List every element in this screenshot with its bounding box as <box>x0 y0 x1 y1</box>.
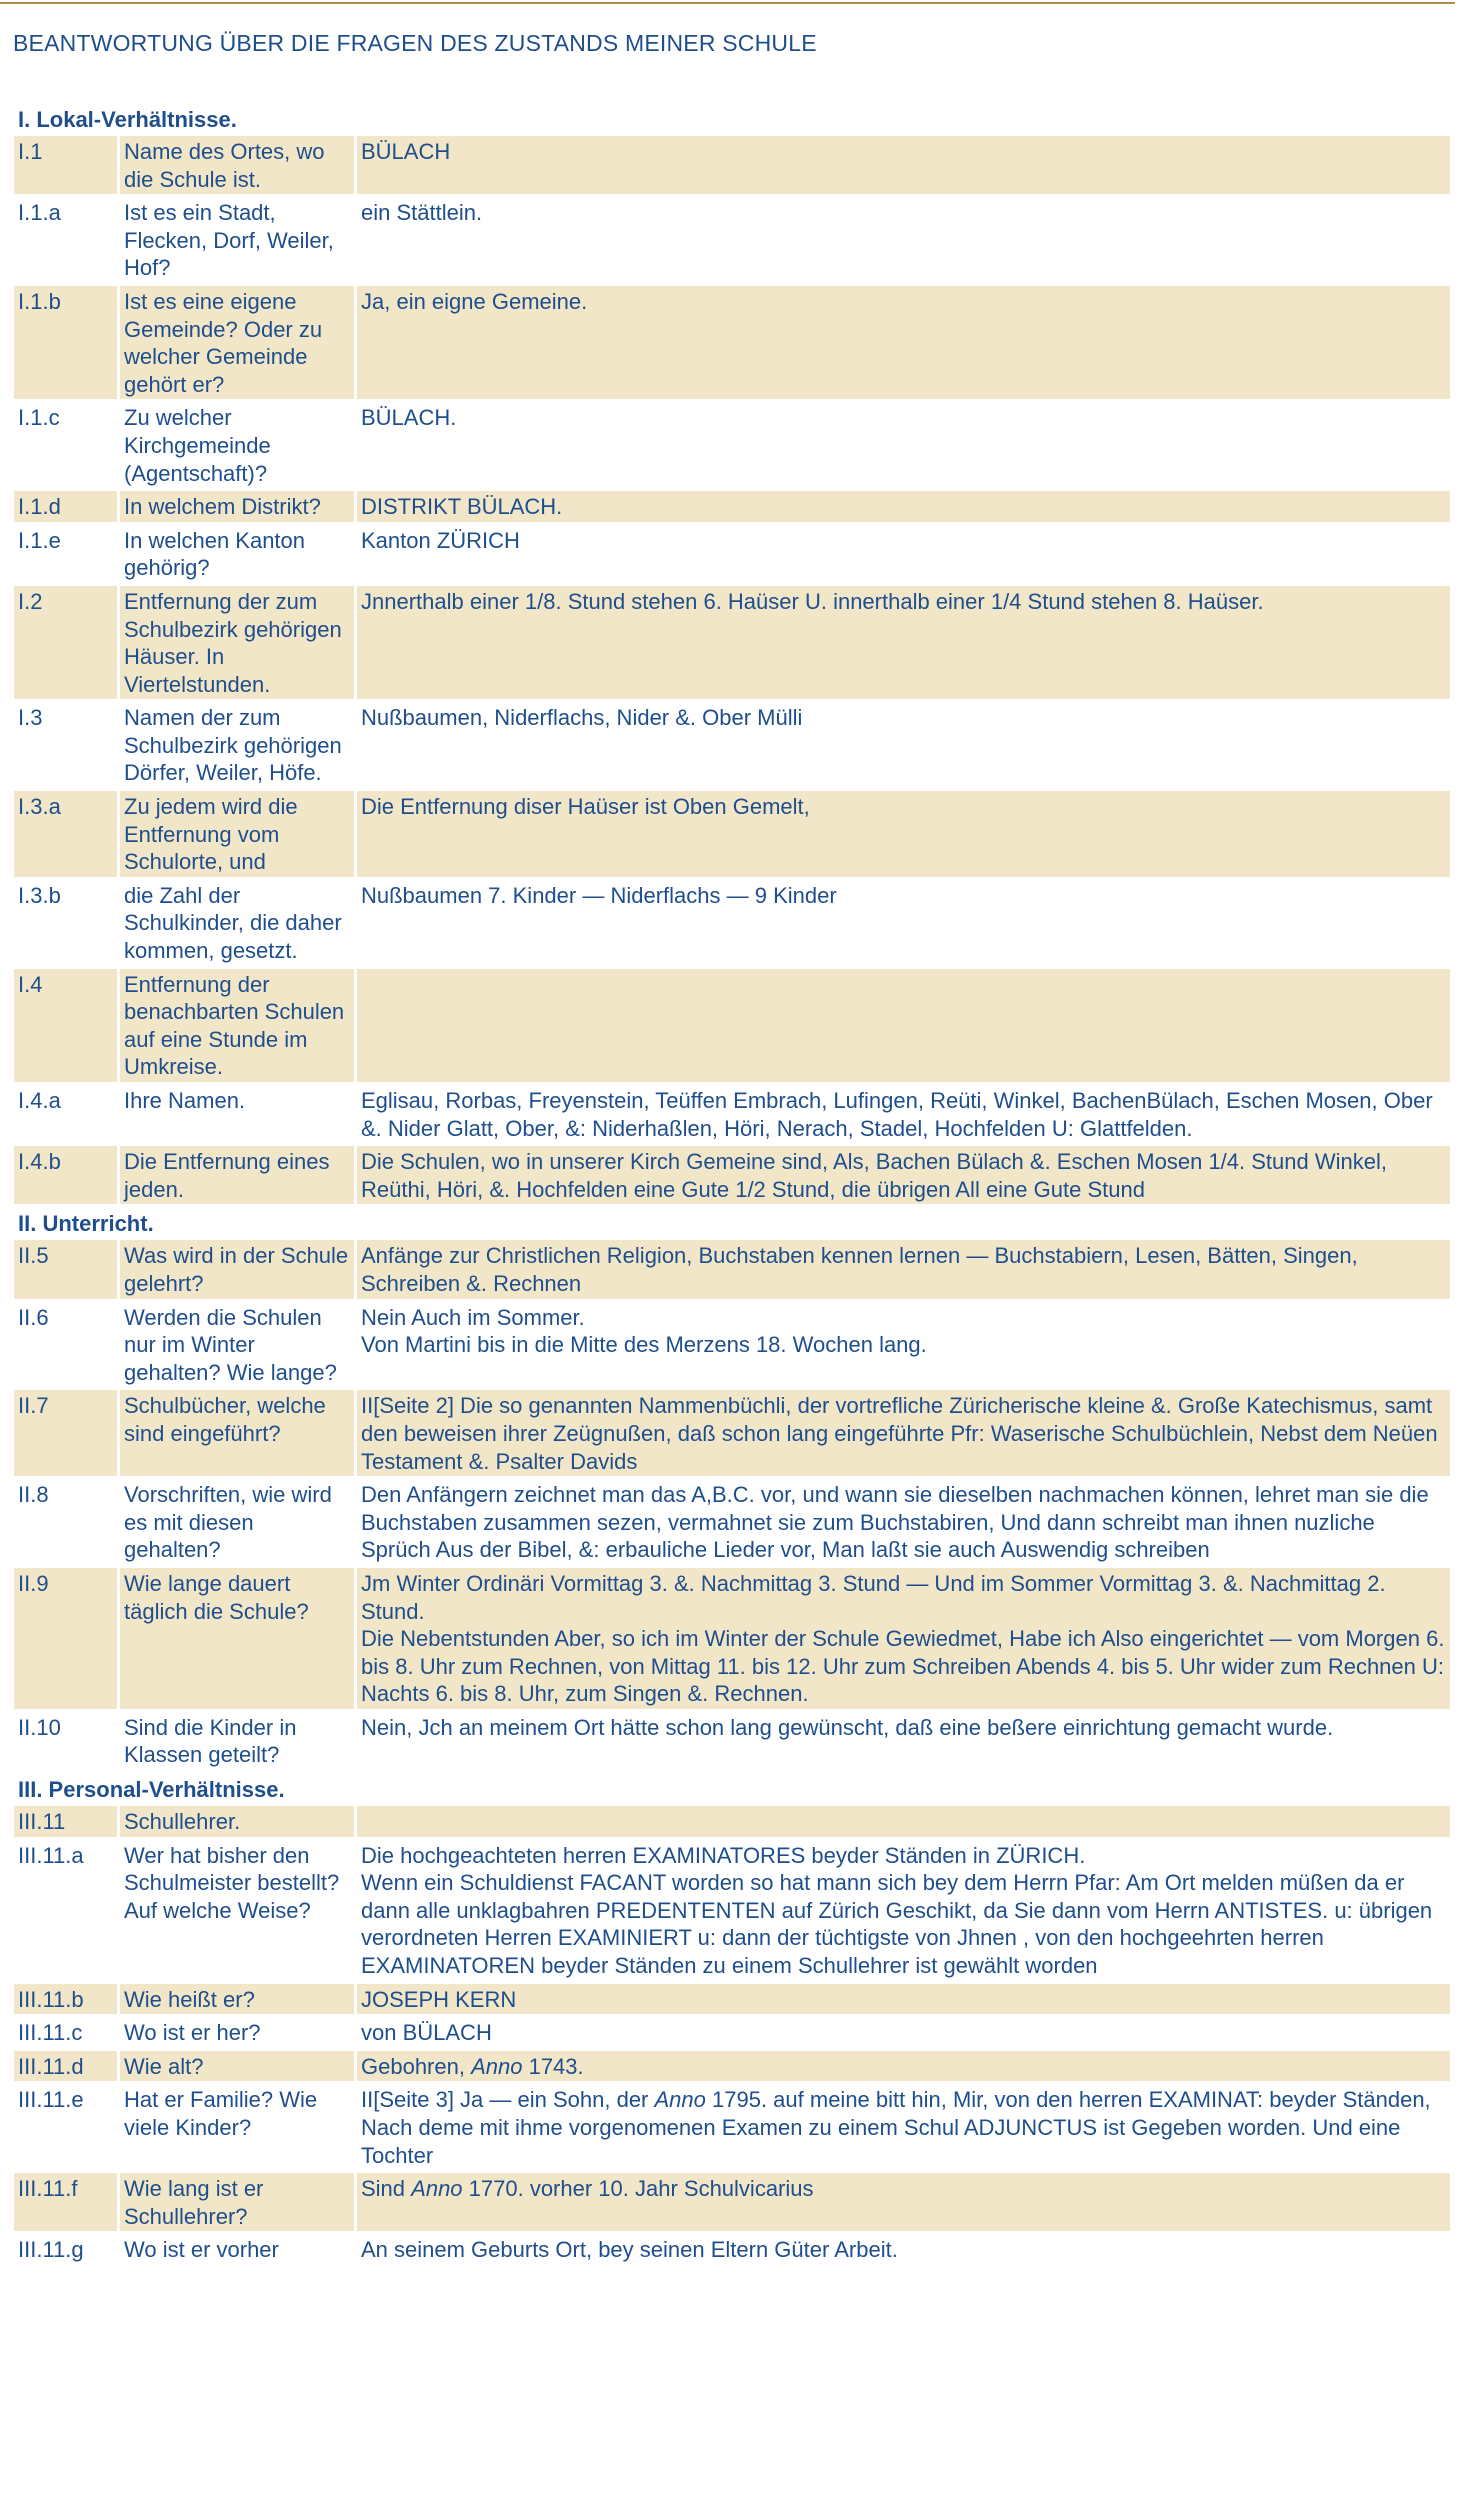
question-row <box>14 2051 1450 2085</box>
question-text: Ist es ein Stadt, Flecken, Dorf, Weiler, Hof? <box>120 197 357 283</box>
question-row <box>14 880 1450 969</box>
question-row <box>14 1302 1450 1391</box>
question-text: Die Entfernung eines jeden. <box>120 1146 357 1204</box>
question-text: Ist es eine eigene Gemeinde? Oder zu welcher Gemeinde gehört er? <box>120 286 357 399</box>
question-row <box>14 1146 1450 1207</box>
answer-text <box>357 1840 1450 1981</box>
question-number: II.10 <box>14 1712 120 1770</box>
answer-line: Eglisau, Rorbas, Freyenstein, Teüffen Embrach, Lufingen, Reüti, Winkel, BachenBülach, Eschen Mosen, Ober &. Nider Glatt, Ober, &: Niderhaßlen, Höri, Nerach, Stadel, Hochfelden U: Glattfelden. <box>361 1088 1433 1141</box>
question-row <box>14 2234 1450 2268</box>
answer-text <box>357 1085 1450 1143</box>
answer-line: Gebohren, Anno 1743. <box>361 2053 584 2079</box>
question-number: I.1.b <box>14 286 120 399</box>
question-text: Entfernung der benachbarten Schulen auf eine Stunde im Umkreise. <box>120 969 357 1082</box>
question-text: Schullehrer. <box>120 1806 357 1837</box>
question-row <box>14 586 1450 702</box>
questionnaire-content <box>14 103 1450 2268</box>
question-number: I.3.a <box>14 791 120 877</box>
answer-text <box>357 880 1450 966</box>
question-number: I.1.a <box>14 197 120 283</box>
question-number: I.1.d <box>14 491 120 522</box>
answer-text <box>357 1479 1450 1565</box>
answer-text <box>357 1568 1450 1709</box>
answer-line: Ja, ein eigne Gemeine. <box>361 288 588 314</box>
section-heading: II. Unterricht. <box>18 1211 154 1237</box>
answer-line: Jm Winter Ordinäri Vormittag 3. &. Nachmittag 3. Stund — Und im Sommer Vormittag 3. &. Nachmittag 2. Stund. <box>361 1570 1386 1624</box>
answer-line: Wenn ein Schuldienst FACANT worden so hat mann sich bey dem Herrn Pfar: Am Ort melden müßen da er dann alle unklagbahren PREDENTENTEN auf Zürich Geschikt, da Sie dann vom Herrn ANTISTES. u: übrigen verordneten Herren EXAMINIERT u: dann der tüchtigste von Jhnen , von den hochgeehrten herren EXAMINATOREN beyder Ständen zu einem Schullehrer ist gewählt worden <box>361 1870 1433 1979</box>
answer-text <box>357 969 1450 1082</box>
question-number: III.11.d <box>14 2051 120 2082</box>
question-text: die Zahl der Schulkinder, die daher kommen, gesetzt. <box>120 880 357 966</box>
question-number: I.4.b <box>14 1146 120 1204</box>
question-text: Zu jedem wird die Entfernung vom Schulorte, und <box>120 791 357 877</box>
answer-line: Die hochgeachteten herren EXAMINATORES beyder Ständen in ZÜRICH. <box>361 1842 1086 1868</box>
answer-text <box>357 1984 1450 2015</box>
question-number: II.8 <box>14 1479 120 1565</box>
answer-line: ein Stättlein. <box>361 200 483 226</box>
answer-line: DISTRIKT BÜLACH. <box>361 494 563 520</box>
question-text: Wie lang ist er Schullehrer? <box>120 2173 357 2231</box>
question-number: I.3.b <box>14 880 120 966</box>
question-number: III.11.b <box>14 1984 120 2015</box>
answer-text <box>357 2017 1450 2048</box>
question-number: II.7 <box>14 1390 120 1476</box>
top-divider <box>0 2 1455 4</box>
answer-text <box>357 136 1450 194</box>
question-text: Wer hat bisher den Schulmeister bestellt? Auf welche Weise? <box>120 1840 357 1981</box>
question-row <box>14 2017 1450 2051</box>
question-text: Name des Ortes, wo die Schule ist. <box>120 136 357 194</box>
section-heading: I. Lokal-Verhältnisse. <box>18 107 237 132</box>
question-text: Werden die Schulen nur im Winter gehalten? Wie lange? <box>120 1302 357 1388</box>
answer-line: BÜLACH <box>361 139 451 164</box>
question-row <box>14 1984 1450 2018</box>
answer-line: BÜLACH. <box>361 405 457 431</box>
answer-text <box>357 2234 1450 2265</box>
question-number: I.1.c <box>14 402 120 488</box>
question-row <box>14 1390 1450 1479</box>
answer-line: Sind Anno 1770. vorher 10. Jahr Schulvicarius <box>361 2176 814 2202</box>
answer-text <box>357 1712 1450 1770</box>
answer-line: Jnnerthalb einer 1/8. Stund stehen 6. Haüser U. innerthalb einer 1/4 Stund stehen 8. Haüser. <box>361 588 1264 614</box>
answer-italic: Anno <box>471 2053 523 2079</box>
answer-line: Nein Auch im Sommer. <box>361 1304 585 1330</box>
answer-line: Nußbaumen 7. Kinder — Niderflachs — 9 Kinder <box>361 882 837 908</box>
question-number: II.6 <box>14 1302 120 1388</box>
answer-line: An seinem Geburts Ort, bey seinen Eltern Güter Arbeit. <box>361 2237 898 2263</box>
question-row <box>14 1085 1450 1146</box>
answer-line: Anfänge zur Christlichen Religion, Buchstaben kennen lernen — Buchstabiern, Lesen, Bätten, Singen, Schreiben &. Rechnen <box>361 1243 1358 1296</box>
question-row <box>14 197 1450 286</box>
question-text: Vorschriften, wie wird es mit diesen gehalten? <box>120 1479 357 1565</box>
question-row <box>14 702 1450 791</box>
question-row <box>14 491 1450 525</box>
question-text: Entfernung der zum Schulbezirk gehörigen Häuser. In Viertelstunden. <box>120 586 357 699</box>
question-text: Schulbücher, welche sind eingeführt? <box>120 1390 357 1476</box>
question-row <box>14 1240 1450 1301</box>
question-row <box>14 2084 1450 2173</box>
question-number: III.11.a <box>14 1840 120 1981</box>
question-row <box>14 525 1450 586</box>
question-number: III.11.c <box>14 2017 120 2048</box>
question-number: I.4 <box>14 969 120 1082</box>
question-text: Ihre Namen. <box>120 1085 357 1143</box>
answer-text <box>357 1302 1450 1388</box>
page-title: BEANTWORTUNG ÜBER DIE FRAGEN DES ZUSTANDS MEINER SCHULE <box>13 30 817 56</box>
answer-text <box>357 491 1450 522</box>
question-number: III.11.f <box>14 2173 120 2231</box>
question-number: I.1.e <box>14 525 120 583</box>
question-number: III.11.e <box>14 2084 120 2170</box>
question-text: Namen der zum Schulbezirk gehörigen Dörfer, Weiler, Höfe. <box>120 702 357 788</box>
question-text: Wo ist er vorher <box>120 2234 357 2265</box>
answer-text <box>357 1806 1450 1837</box>
answer-line: Den Anfängern zeichnet man das A,B.C. vor, und wann sie dieselben nachmachen können, lehret man sie die Buchstaben zusammen sezen, vermahnet sie zum Buchstabiren, Und dann schreibt man ihnen nuzliche Sprüch Aus der Bibel, &: erbauliche Lieder vor, Man laßt sie auch Auswendig schreiben <box>361 1482 1429 1563</box>
answer-text <box>357 1390 1450 1476</box>
question-number: I.3 <box>14 702 120 788</box>
question-text: Sind die Kinder in Klassen geteilt? <box>120 1712 357 1770</box>
question-row <box>14 286 1450 402</box>
answer-italic: Anno <box>654 2087 706 2113</box>
question-row <box>14 969 1450 1085</box>
question-row <box>14 402 1450 491</box>
answer-text <box>357 2173 1450 2231</box>
question-row <box>14 1568 1450 1712</box>
answer-line: II[Seite 2] Die so genannten Nammenbüchli, der vortrefliche Züricherische kleine &. Große Katechismus, samt den beweisen ihrer Zeügnußen, daß schon lang eingeführte Pfr: Waserische Schulbüchlein, Nebst dem Neüen Testament &. Psalter Davids <box>361 1393 1438 1474</box>
answer-text <box>357 2084 1450 2170</box>
question-number: I.1 <box>14 136 120 194</box>
question-row <box>14 1806 1450 1840</box>
question-row <box>14 791 1450 880</box>
answer-line: Von Martini bis in die Mitte des Merzens 18. Wochen lang. <box>361 1332 927 1358</box>
answer-text <box>357 286 1450 399</box>
answer-text <box>357 791 1450 877</box>
answer-line: JOSEPH KERN <box>361 1986 517 2012</box>
question-number: I.2 <box>14 586 120 699</box>
answer-line: Kanton ZÜRICH <box>361 527 520 553</box>
question-row <box>14 1712 1450 1773</box>
question-text: Was wird in der Schule gelehrt? <box>120 1240 357 1298</box>
question-row <box>14 1479 1450 1568</box>
answer-line: II[Seite 3] Ja — ein Sohn, der Anno 1795. auf meine bitt hin, Mir, von den herren EXAMINAT: beyder Ständen, Nach deme mit ihme vorgenomenen Examen zu einem Schul ADJUNCTUS ist Gegeben worden. Und eine Tochter <box>361 2087 1431 2168</box>
question-text: Wie lange dauert täglich die Schule? <box>120 1568 357 1709</box>
answer-text <box>357 702 1450 788</box>
answer-line: Die Entfernung diser Haüser ist Oben Gemelt, <box>361 794 810 820</box>
question-number: III.11 <box>14 1806 120 1837</box>
answer-line: Nußbaumen, Niderflachs, Nider &. Ober Mülli <box>361 705 803 731</box>
answer-line: Die Nebentstunden Aber, so ich im Winter der Schule Gewiedmet, Habe ich Also eingerichtet — vom Morgen 6. bis 8. Uhr zum Rechnen, von Mittag 11. bis 12. Uhr zum Schreiben Abends 4. bis 5. Uhr wider zum Rechnen U: Nachts 6. bis 8. Uhr, zum Singen &. Rechnen. <box>361 1626 1445 1707</box>
answer-text <box>357 1146 1450 1204</box>
answer-text <box>357 1240 1450 1298</box>
question-row <box>14 2173 1450 2234</box>
answer-text <box>357 197 1450 283</box>
question-number: III.11.g <box>14 2234 120 2265</box>
question-row <box>14 136 1450 197</box>
answer-line: Nein, Jch an meinem Ort hätte schon lang gewünscht, daß eine beßere einrichtung gemacht wurde. <box>361 1714 1334 1740</box>
question-text: In welchen Kanton gehörig? <box>120 525 357 583</box>
question-number: II.5 <box>14 1240 120 1298</box>
answer-line: von BÜLACH <box>361 2020 492 2046</box>
question-text: Zu welcher Kirchgemeinde (Agentschaft)? <box>120 402 357 488</box>
question-text: Wo ist er her? <box>120 2017 357 2048</box>
question-number: II.9 <box>14 1568 120 1709</box>
question-text: Wie alt? <box>120 2051 357 2082</box>
question-number: I.4.a <box>14 1085 120 1143</box>
question-text: Wie heißt er? <box>120 1984 357 2015</box>
question-text: In welchem Distrikt? <box>120 491 357 522</box>
answer-text <box>357 525 1450 583</box>
answer-text <box>357 2051 1450 2082</box>
answer-line: Die Schulen, wo in unserer Kirch Gemeine sind, Als, Bachen Bülach &. Eschen Mosen 1/4. Stund Winkel, Reüthi, Höri, &. Hochfelden eine Gute 1/2 Stund, die übrigen All eine Gute Stund <box>361 1149 1387 1202</box>
answer-text <box>357 402 1450 488</box>
answer-italic: Anno <box>411 2176 463 2202</box>
section-heading: III. Personal-Verhältnisse. <box>18 1777 285 1803</box>
question-text: Hat er Familie? Wie viele Kinder? <box>120 2084 357 2170</box>
answer-text <box>357 586 1450 699</box>
question-row <box>14 1840 1450 1984</box>
